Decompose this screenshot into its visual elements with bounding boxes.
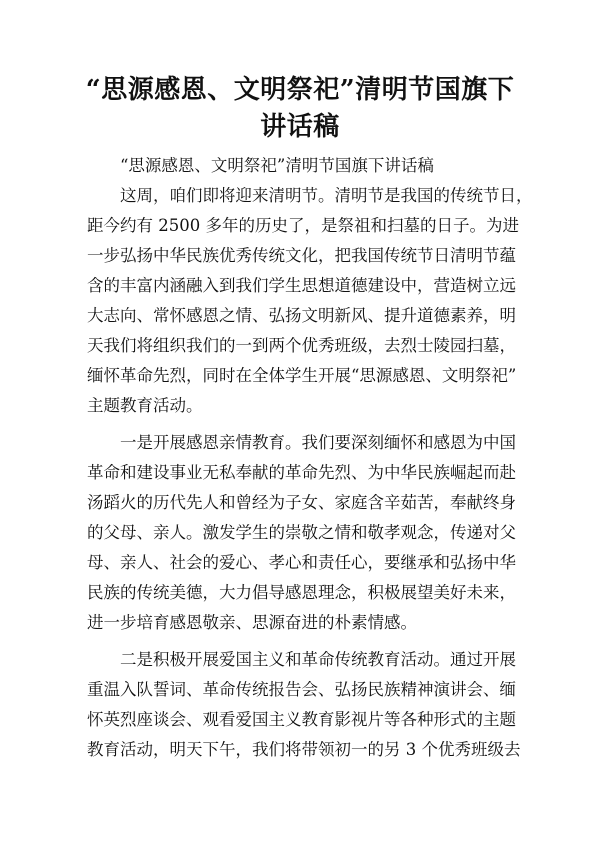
- document-title: “思源感恩、文明祭祀”清明节国旗下讲话稿: [85, 75, 515, 142]
- paragraph-line: 大志向、常怀感恩之情、弘扬文明新风、提升道德素养，明: [87, 306, 516, 325]
- paragraph-line: 含的丰富内涵融入到我们学生思想道德建设中，营造树立远: [87, 276, 516, 295]
- paragraph-line: 民族的传统美德，大力倡导感恩理念，积极展望美好未来，: [87, 583, 516, 602]
- paragraph-line: 汤蹈火的历代先人和曾经为子女、家庭含辛茹苦，奉献终身: [87, 493, 516, 512]
- paragraph-line: 天我们将组织我们的一到两个优秀班级，去烈士陵园扫墓，: [87, 336, 516, 355]
- paragraph-line: 距今约有 2500 多年的历史了，是祭祖和扫墓的日子。为进: [87, 216, 519, 235]
- paragraph-line: 这周，咱们即将迎来清明节。清明节是我国的传统节日，: [120, 186, 533, 205]
- paragraph-line: 二是积极开展爱国主义和革命传统教育活动。通过开展: [120, 650, 516, 669]
- paragraph-line: 重温入队誓词、革命传统报告会、弘扬民族精神演讲会、缅: [87, 680, 516, 699]
- paragraph-line: 教育活动，明天下午，我们将带领初一的另 3 个优秀班级去: [87, 740, 521, 759]
- paragraph-line: 缅怀革命先烈，同时在全体学生开展“思源感恩、文明祭祀”: [87, 366, 517, 385]
- paragraph-line: 革命和建设事业无私奉献的革命先烈、为中华民族崛起而赴: [87, 463, 516, 482]
- paragraph-line: 进一步培育感恩敬亲、思源奋进的朴素情感。: [87, 613, 417, 632]
- paragraph-line: 一步弘扬中华民族优秀传统文化，把我国传统节日清明节蕴: [87, 246, 516, 265]
- document-subtitle: “思源感恩、文明祭祀”清明节国旗下讲话稿: [120, 156, 434, 175]
- paragraph-line: 母、亲人、社会的爱心、孝心和责任心，要继承和弘扬中华: [87, 553, 516, 572]
- paragraph-line: 怀英烈座谈会、观看爱国主义教育影视片等各种形式的主题: [87, 710, 516, 729]
- paragraph-line: 一是开展感恩亲情教育。我们要深刻缅怀和感恩为中国: [120, 433, 516, 452]
- paragraph-line: 主题教育活动。: [87, 396, 203, 415]
- paragraph-line: 的父母、亲人。激发学生的崇敬之情和敬孝观念，传递对父: [87, 523, 516, 542]
